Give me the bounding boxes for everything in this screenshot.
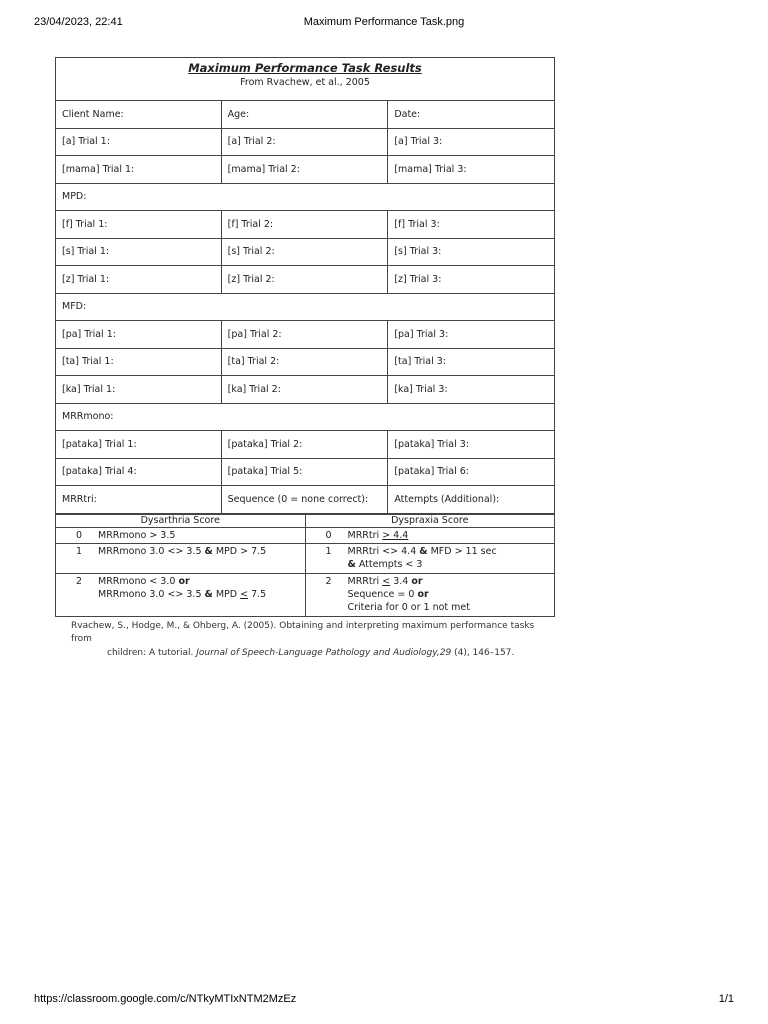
- reference-text: children: A tutorial.: [107, 647, 197, 658]
- trial-field: [pataka] Trial 3:: [388, 431, 555, 459]
- score-number: 0: [75, 529, 83, 541]
- trial-field: Date:: [388, 101, 555, 129]
- reference-line-1: Rvachew, S., Hodge, M., & Ohberg, A. (2005). Obtaining and interpreting maximum performance tasks from: [71, 620, 535, 644]
- section-label: MRRmono:: [56, 403, 555, 431]
- trial-field: [f] Trial 2:: [221, 211, 388, 239]
- grid-row: [56, 128, 555, 156]
- dyspraxia-score-0: [305, 527, 555, 543]
- reference-text: (4), 146–157.: [451, 647, 515, 658]
- trial-field: [a] Trial 2:: [221, 128, 388, 156]
- print-page-number: 1/1: [718, 993, 734, 1005]
- trial-field: Sequence (0 = none correct):: [221, 486, 388, 514]
- trial-field: [pataka] Trial 6:: [388, 458, 555, 486]
- score-le: <: [240, 588, 249, 600]
- score-criteria: Attempts < 3: [355, 558, 423, 570]
- trial-field: [mama] Trial 1:: [56, 156, 222, 184]
- grid-row: [56, 293, 555, 321]
- score-criteria: Criteria for 0 or 1 not met: [347, 601, 470, 613]
- score-criteria: 3.4: [390, 575, 412, 587]
- reference-citation: [55, 620, 555, 661]
- score-number: 2: [75, 575, 83, 587]
- dyspraxia-heading: Dyspraxia Score: [305, 514, 555, 527]
- trial-field: [pataka] Trial 2:: [221, 431, 388, 459]
- score-and: &: [204, 545, 213, 557]
- trial-field: MRRtri:: [56, 486, 222, 514]
- score-criteria: MRRtri: [347, 529, 383, 541]
- score-threshold: > 4.4: [382, 529, 409, 541]
- score-number: 2: [325, 575, 332, 587]
- trial-field: [pataka] Trial 1:: [56, 431, 222, 459]
- trial-field: [a] Trial 3:: [388, 128, 555, 156]
- grid-row: [56, 321, 555, 349]
- trial-field: [s] Trial 2:: [221, 238, 388, 266]
- trial-field: [f] Trial 3:: [388, 211, 555, 239]
- score-criteria: MRRmono 3.0 <> 3.5: [98, 545, 205, 557]
- score-criteria: MFD > 11 sec: [427, 545, 497, 557]
- dysarthria-heading: Dysarthria Score: [56, 514, 306, 527]
- grid-row: [56, 458, 555, 486]
- trial-field: [a] Trial 1:: [56, 128, 222, 156]
- score-criteria: MPD: [212, 588, 241, 600]
- score-criteria: MRRmono > 3.5: [98, 529, 176, 541]
- grid-row: [56, 211, 555, 239]
- score-number: 0: [325, 529, 332, 541]
- score-and: &: [204, 588, 213, 600]
- trial-field: [pataka] Trial 4:: [56, 458, 222, 486]
- score-criteria: MRRtri <> 4.4: [347, 545, 420, 557]
- trial-field: [s] Trial 1:: [56, 238, 222, 266]
- trial-field: Client Name:: [56, 101, 222, 129]
- trial-grid: [55, 100, 555, 514]
- grid-row: [56, 348, 555, 376]
- title-box: [55, 57, 555, 100]
- trial-field: [pataka] Trial 5:: [221, 458, 388, 486]
- score-number: 1: [75, 545, 83, 557]
- score-or: or: [417, 588, 429, 600]
- score-criteria: Sequence = 0: [347, 588, 418, 600]
- trial-field: [z] Trial 2:: [221, 266, 388, 294]
- trial-field: [ka] Trial 1:: [56, 376, 222, 404]
- trial-field: [mama] Trial 3:: [388, 156, 555, 184]
- trial-field: [ta] Trial 1:: [56, 348, 222, 376]
- score-criteria: MRRtri: [347, 575, 383, 587]
- section-label: MFD:: [56, 293, 555, 321]
- score-or: or: [178, 575, 190, 587]
- score-and: &: [419, 545, 428, 557]
- dysarthria-score-2: [56, 573, 306, 616]
- trial-field: Attempts (Additional):: [388, 486, 555, 514]
- score-criteria: MRRmono < 3.0: [98, 575, 179, 587]
- trial-field: [z] Trial 3:: [388, 266, 555, 294]
- trial-field: [ta] Trial 3:: [388, 348, 555, 376]
- trial-field: [ka] Trial 2:: [221, 376, 388, 404]
- grid-row: [56, 101, 555, 129]
- dysarthria-score-0: [56, 527, 306, 543]
- document-subtitle: From Rvachew, et al., 2005: [240, 77, 370, 88]
- score-and: &: [347, 558, 356, 570]
- section-label: MPD:: [56, 183, 555, 211]
- print-datetime: 23/04/2023, 22:41: [34, 16, 123, 28]
- grid-row: [56, 238, 555, 266]
- score-criteria: MRRmono 3.0 <> 3.5: [98, 588, 205, 600]
- performance-task-document: [55, 57, 555, 660]
- score-criteria: MPD > 7.5: [212, 545, 267, 557]
- print-filename: Maximum Performance Task.png: [303, 16, 465, 28]
- score-number: 1: [325, 545, 332, 557]
- trial-field: [pa] Trial 1:: [56, 321, 222, 349]
- trial-field: [s] Trial 3:: [388, 238, 555, 266]
- dysarthria-score-1: [56, 543, 306, 573]
- trial-field: [z] Trial 1:: [56, 266, 222, 294]
- reference-line-2: [71, 647, 555, 661]
- reference-journal: Journal of Speech-Language Pathology and Audiology,29: [196, 647, 452, 658]
- dyspraxia-score-2: [305, 573, 555, 616]
- print-url: https://classroom.google.com/c/NTkyMTIxNTM2MzEz: [34, 993, 297, 1005]
- trial-field: [mama] Trial 2:: [221, 156, 388, 184]
- grid-row: [56, 403, 555, 431]
- grid-row: [56, 486, 555, 514]
- trial-field: [pa] Trial 3:: [388, 321, 555, 349]
- score-table: [55, 514, 555, 617]
- document-title: Maximum Performance Task Results: [188, 61, 422, 75]
- trial-field: [ka] Trial 3:: [388, 376, 555, 404]
- grid-row: [56, 156, 555, 184]
- trial-field: Age:: [221, 101, 388, 129]
- trial-field: [pa] Trial 2:: [221, 321, 388, 349]
- grid-row: [56, 431, 555, 459]
- trial-field: [f] Trial 1:: [56, 211, 222, 239]
- grid-row: [56, 266, 555, 294]
- score-le: <: [382, 575, 391, 587]
- dyspraxia-score-1: [305, 543, 555, 573]
- grid-row: [56, 183, 555, 211]
- grid-row: [56, 376, 555, 404]
- trial-field: [ta] Trial 2:: [221, 348, 388, 376]
- score-or: or: [411, 575, 423, 587]
- score-criteria: 7.5: [248, 588, 267, 600]
